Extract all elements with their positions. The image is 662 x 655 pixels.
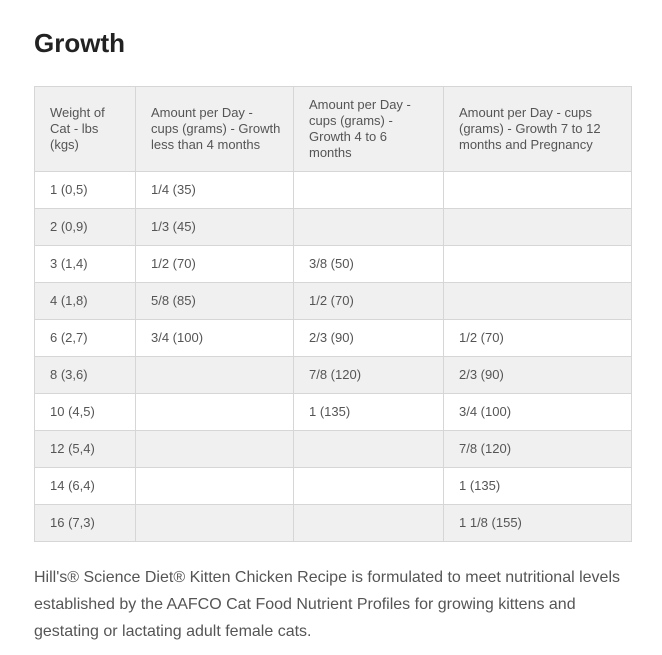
header-growth-less-than-4-months: Amount per Day - cups (grams) - Growth less than 4 months (136, 87, 294, 172)
amount-cell: 2/3 (90) (294, 320, 444, 357)
amount-cell (294, 468, 444, 505)
table-row (35, 246, 632, 283)
table-row (35, 283, 632, 320)
table-row (35, 505, 632, 542)
weight-cell: 1 (0,5) (35, 172, 136, 209)
amount-cell: 1/2 (70) (294, 283, 444, 320)
amount-cell: 3/8 (50) (294, 246, 444, 283)
header-weight: Weight of Cat - lbs (kgs) (35, 87, 136, 172)
feeding-table (34, 86, 632, 542)
weight-cell: 12 (5,4) (35, 431, 136, 468)
amount-cell: 1/3 (45) (136, 209, 294, 246)
amount-cell (136, 468, 294, 505)
weight-cell: 14 (6,4) (35, 468, 136, 505)
amount-cell (294, 505, 444, 542)
weight-cell: 6 (2,7) (35, 320, 136, 357)
table-row (35, 209, 632, 246)
weight-cell: 10 (4,5) (35, 394, 136, 431)
header-growth-7-to-12-months: Amount per Day - cups (grams) - Growth 7 to 12 months and Pregnancy (444, 87, 632, 172)
amount-cell: 7/8 (120) (444, 431, 632, 468)
table-row (35, 431, 632, 468)
amount-cell: 2/3 (90) (444, 357, 632, 394)
table-row (35, 357, 632, 394)
formulation-note: Hill's® Science Diet® Kitten Chicken Recipe is formulated to meet nutritional levels established by the AAFCO Cat Food Nutrient Profiles for growing kittens and gestating or lactating adult female cats. (34, 569, 620, 640)
weight-cell: 8 (3,6) (35, 357, 136, 394)
amount-cell (136, 357, 294, 394)
amount-cell: 5/8 (85) (136, 283, 294, 320)
amount-cell (444, 172, 632, 209)
amount-cell: 1/4 (35) (136, 172, 294, 209)
amount-cell: 1 (135) (294, 394, 444, 431)
amount-cell: 7/8 (120) (294, 357, 444, 394)
amount-cell (294, 209, 444, 246)
table-row (35, 468, 632, 505)
amount-cell: 3/4 (100) (136, 320, 294, 357)
amount-cell (136, 394, 294, 431)
amount-cell (294, 172, 444, 209)
table-header-row (35, 87, 632, 172)
amount-cell (444, 246, 632, 283)
weight-cell: 4 (1,8) (35, 283, 136, 320)
table-row (35, 320, 632, 357)
page-title: Growth (34, 28, 125, 58)
amount-cell: 1/2 (70) (444, 320, 632, 357)
amount-cell (136, 505, 294, 542)
table-row (35, 172, 632, 209)
weight-cell: 3 (1,4) (35, 246, 136, 283)
amount-cell: 3/4 (100) (444, 394, 632, 431)
table-row (35, 394, 632, 431)
amount-cell: 1 (135) (444, 468, 632, 505)
amount-cell (136, 431, 294, 468)
amount-cell (294, 431, 444, 468)
amount-cell (444, 209, 632, 246)
amount-cell: 1/2 (70) (136, 246, 294, 283)
amount-cell: 1 1/8 (155) (444, 505, 632, 542)
header-growth-4-to-6-months: Amount per Day - cups (grams) - Growth 4 to 6 months (294, 87, 444, 172)
weight-cell: 16 (7,3) (35, 505, 136, 542)
weight-cell: 2 (0,9) (35, 209, 136, 246)
amount-cell (444, 283, 632, 320)
